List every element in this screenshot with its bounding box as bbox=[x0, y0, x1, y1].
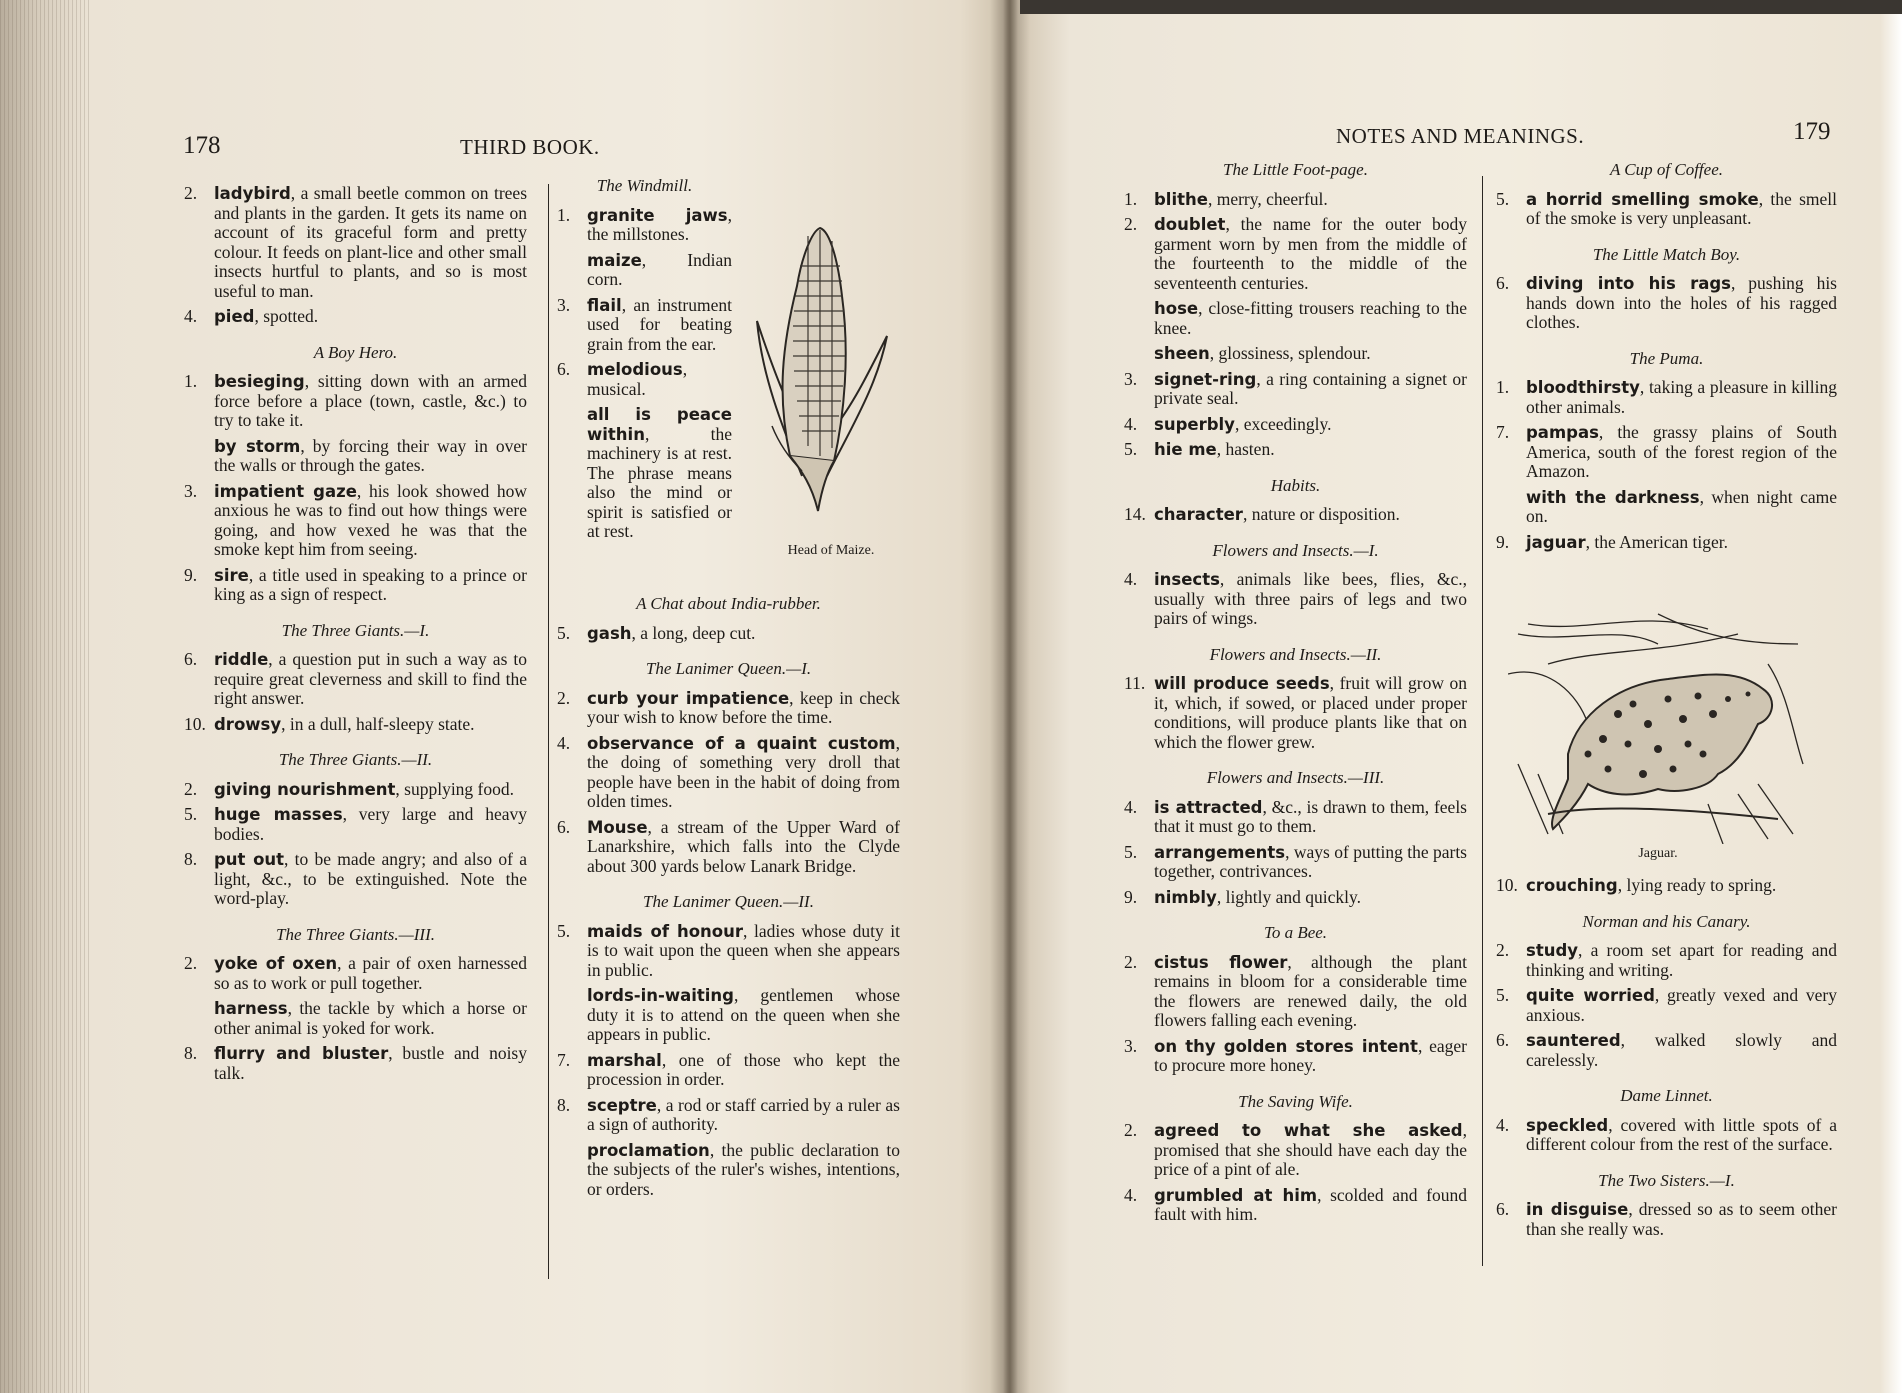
note-entry bbox=[557, 818, 900, 877]
entry-number: 6. bbox=[1496, 273, 1510, 293]
entry-definition: , pushing his hands down into the holes of his ragged clothes. bbox=[1526, 273, 1837, 332]
entry-term: impatient gaze bbox=[214, 481, 357, 501]
entry-number: 3. bbox=[1124, 368, 1138, 389]
note-entry bbox=[1496, 423, 1837, 482]
entry-definition: , musical. bbox=[587, 359, 688, 399]
entry-number: 4. bbox=[1496, 1114, 1510, 1135]
note-entry bbox=[1124, 190, 1467, 210]
entry-term: hie me bbox=[1154, 440, 1217, 459]
entry-number: 5. bbox=[1496, 985, 1510, 1005]
note-entry bbox=[557, 1051, 900, 1090]
note-entry bbox=[557, 360, 732, 399]
entry-definition: , lying ready to spring. bbox=[1617, 875, 1777, 895]
entry-term: giving nourishment bbox=[214, 779, 396, 799]
entry-term: in disguise bbox=[1526, 1200, 1629, 1219]
section-heading: The Lanimer Queen.—I. bbox=[645, 659, 812, 678]
entry-definition: , fruit will grow on it, which, if sowed, or placed under proper conditions, will produce plants like that on which the flower grew. bbox=[1154, 673, 1467, 752]
entry-number: 6. bbox=[184, 649, 198, 669]
entry-definition: , the doing of something very droll that people have been in the habit of doing from olden times. bbox=[587, 732, 900, 811]
entry-definition: , exceedingly. bbox=[1234, 413, 1332, 434]
note-entry bbox=[184, 780, 527, 800]
note-entry bbox=[184, 1044, 527, 1083]
entry-definition: , his look showed how anxious he was to find out how things were going, and how vexed he was that the smoke kept him from seeing. bbox=[214, 480, 527, 559]
note-entry bbox=[1124, 674, 1467, 752]
entry-definition: , to be made angry; and also of a light, &c., to be extinguished. Note the word-play. bbox=[214, 849, 527, 908]
entry-definition: , Indian corn. bbox=[587, 249, 732, 289]
entry-term: insects bbox=[1154, 570, 1220, 589]
entry-number: 5. bbox=[1124, 439, 1138, 459]
entry-number: 6. bbox=[557, 359, 571, 379]
entry-definition: , one of those who kept the procession in order. bbox=[587, 1049, 900, 1089]
note-entry bbox=[1496, 876, 1837, 896]
entry-term: besieging bbox=[214, 372, 305, 391]
note-entry bbox=[557, 1096, 900, 1135]
note-entry bbox=[1124, 888, 1467, 908]
note-entry bbox=[1124, 299, 1467, 338]
entry-term: sceptre bbox=[587, 1095, 657, 1115]
entry-term: pied bbox=[214, 307, 255, 326]
section-heading: The Puma. bbox=[1629, 348, 1704, 368]
entry-number: 6. bbox=[557, 816, 571, 837]
entry-term: will produce seeds bbox=[1154, 674, 1330, 693]
section-heading: The Little Match Boy. bbox=[1592, 244, 1741, 264]
left-column-2-top bbox=[557, 176, 732, 548]
note-entry bbox=[1124, 1121, 1467, 1180]
note-entry bbox=[557, 986, 900, 1045]
entry-term: put out bbox=[214, 850, 285, 869]
entry-definition: , animals like bees, flies, &c., usually with three pairs of legs and two pairs of wings. bbox=[1154, 569, 1467, 628]
right-column-2 bbox=[1496, 876, 1837, 1245]
entry-term: blithe bbox=[1154, 189, 1208, 209]
entry-definition: , when night came on. bbox=[1526, 486, 1838, 526]
note-entry bbox=[1124, 215, 1467, 293]
entry-term: pampas bbox=[1526, 423, 1599, 442]
section-heading: Flowers and Insects.—I. bbox=[1212, 540, 1379, 560]
entry-definition: , ladies whose duty it is to wait upon the queen when she appears in public. bbox=[587, 920, 900, 980]
note-entry bbox=[184, 184, 527, 301]
entry-term: a horrid smelling smoke bbox=[1526, 189, 1759, 209]
note-entry bbox=[1124, 1037, 1467, 1076]
entry-number: 1. bbox=[1496, 377, 1510, 397]
entry-term: granite jaws bbox=[587, 205, 728, 225]
entry-number: 4. bbox=[557, 732, 571, 753]
right-page-number: 179 bbox=[1793, 118, 1831, 145]
section-heading: The Three Giants.—I. bbox=[281, 620, 430, 640]
entry-term: diving into his rags bbox=[1526, 274, 1731, 293]
note-entry bbox=[557, 624, 900, 644]
page-edges bbox=[0, 0, 90, 1393]
note-entry bbox=[1496, 1200, 1837, 1239]
entry-definition: , the machinery is at rest. The phrase means also the mind or spirit is satisfied or at rest. bbox=[587, 423, 732, 541]
entry-number: 4. bbox=[1124, 1184, 1138, 1205]
entry-definition: , covered with little spots of a different colour from the rest of the surface. bbox=[1526, 1114, 1837, 1154]
entry-definition: , scolded and found fault with him. bbox=[1154, 1184, 1467, 1224]
entry-term: flail bbox=[587, 295, 622, 315]
section-heading: Flowers and Insects.—III. bbox=[1206, 768, 1385, 787]
entry-number: 9. bbox=[1124, 886, 1138, 907]
entry-number: 10. bbox=[1496, 875, 1518, 895]
entry-term: arrangements bbox=[1154, 842, 1286, 862]
section-heading: The Little Foot-page. bbox=[1223, 160, 1368, 179]
section-heading: Flowers and Insects.—II. bbox=[1209, 644, 1382, 664]
section-heading: The Saving Wife. bbox=[1238, 1091, 1353, 1111]
entry-number: 2. bbox=[184, 953, 198, 973]
note-entry bbox=[1496, 533, 1837, 553]
entry-number: 4. bbox=[1124, 413, 1138, 434]
entry-term: by storm bbox=[214, 436, 301, 456]
entry-term: maize bbox=[587, 250, 642, 270]
maize-illustration bbox=[742, 226, 902, 516]
entry-definition: , although the plant remains in bloom for a considerable time the flowers are renewed daily, the old flowers falling each evening. bbox=[1154, 951, 1467, 1030]
entry-number: 3. bbox=[1124, 1035, 1138, 1056]
entry-number: 5. bbox=[557, 920, 571, 941]
entry-definition: , the name for the outer body garment worn by men from the middle of the fourteenth to the middle of the seventeenth centuries. bbox=[1154, 214, 1467, 293]
entry-term: character bbox=[1154, 505, 1243, 524]
entry-number: 3. bbox=[184, 480, 198, 501]
entry-term: grumbled at him bbox=[1154, 1185, 1318, 1205]
entry-term: nimbly bbox=[1154, 887, 1217, 907]
entry-number: 8. bbox=[557, 1094, 571, 1115]
entry-definition: , the American tiger. bbox=[1585, 531, 1729, 552]
entry-definition: , sitting down with an armed force before a place (town, castle, &c.) to try to take it. bbox=[214, 371, 527, 430]
note-entry bbox=[557, 296, 732, 355]
section-heading: Habits. bbox=[1270, 475, 1321, 495]
entry-term: signet-ring bbox=[1154, 369, 1257, 389]
section-heading: The Lanimer Queen.—II. bbox=[643, 892, 814, 911]
entry-definition: , the millstones. bbox=[587, 204, 732, 244]
cover-edge bbox=[1020, 0, 1902, 14]
right-column-1 bbox=[1124, 160, 1467, 1231]
entry-term: cistus flower bbox=[1154, 952, 1288, 972]
entry-number: 1. bbox=[557, 204, 571, 225]
entry-definition: , &c., is drawn to them, feels that it must go to them. bbox=[1154, 796, 1467, 836]
note-entry bbox=[557, 1141, 900, 1200]
note-entry bbox=[184, 566, 527, 605]
entry-number: 8. bbox=[184, 1043, 198, 1063]
entry-definition: , by forcing their way in over the walls or through the gates. bbox=[214, 435, 528, 475]
entry-definition: , close-fitting trousers reaching to the knee. bbox=[1154, 298, 1467, 338]
entry-definition: , a rod or staff carried by a ruler as a sign of authority. bbox=[587, 1094, 900, 1134]
note-entry bbox=[1496, 378, 1837, 417]
entry-definition: , dressed so as to seem other than she really was. bbox=[1526, 1199, 1837, 1239]
book-gutter bbox=[990, 0, 1030, 1393]
entry-number: 7. bbox=[557, 1049, 571, 1070]
entry-number: 2. bbox=[1124, 1120, 1138, 1140]
entry-definition: , an instrument used for beating grain from the ear. bbox=[587, 294, 732, 354]
entry-definition: , supplying food. bbox=[395, 778, 515, 799]
section-heading: Norman and his Canary. bbox=[1582, 911, 1751, 931]
entry-definition: , merry, cheerful. bbox=[1207, 188, 1328, 209]
note-entry bbox=[1124, 370, 1467, 409]
section-heading: The Two Sisters.—I. bbox=[1598, 1170, 1735, 1190]
entry-definition: , lightly and quickly. bbox=[1216, 886, 1362, 907]
entry-number: 2. bbox=[184, 183, 198, 203]
entry-definition: , a long, deep cut. bbox=[631, 622, 756, 643]
entry-term: bloodthirsty bbox=[1526, 378, 1640, 397]
entry-term: hose bbox=[1154, 299, 1199, 318]
left-column-1 bbox=[184, 184, 527, 1089]
entry-term: lords-in-waiting bbox=[587, 986, 734, 1005]
entry-term: ladybird bbox=[214, 184, 291, 203]
entry-definition: , the smell of the smoke is very unpleasant. bbox=[1526, 188, 1837, 228]
entry-number: 7. bbox=[1496, 422, 1510, 442]
note-entry bbox=[1496, 1116, 1837, 1155]
note-entry bbox=[1124, 440, 1467, 460]
note-entry bbox=[557, 405, 732, 542]
note-entry bbox=[557, 206, 732, 245]
entry-term: quite worried bbox=[1526, 986, 1655, 1005]
entry-term: agreed to what she asked bbox=[1154, 1121, 1463, 1140]
entry-definition: , a small beetle common on trees and plants in the garden. It gets its name on account of its graceful form and pretty colour. It feeds on plant-lice and other small insects hurtful to plants, and so is most useful to man. bbox=[214, 183, 527, 301]
entry-number: 5. bbox=[1496, 188, 1510, 209]
entry-number: 2. bbox=[184, 778, 198, 799]
entry-definition: , a question put in such a way as to require great cleverness and skill to find the right answer. bbox=[214, 649, 527, 708]
note-entry bbox=[1496, 274, 1837, 333]
column-rule-right bbox=[1482, 176, 1483, 1266]
note-entry bbox=[184, 715, 527, 735]
entry-definition: , walked slowly and carelessly. bbox=[1526, 1030, 1837, 1070]
note-entry bbox=[557, 251, 732, 290]
entry-term: sire bbox=[214, 565, 249, 585]
entry-definition: , keep in check your wish to know before the time. bbox=[587, 687, 901, 727]
entry-definition: , the tackle by which a horse or other animal is yoked for work. bbox=[214, 998, 527, 1038]
entry-number: 2. bbox=[557, 687, 571, 708]
note-entry bbox=[184, 650, 527, 709]
section-heading: A Chat about India-rubber. bbox=[636, 594, 821, 613]
entry-number: 4. bbox=[184, 306, 198, 326]
section-heading: A Cup of Coffee. bbox=[1609, 160, 1723, 179]
note-entry bbox=[184, 954, 527, 993]
entry-number: 10. bbox=[184, 713, 206, 734]
left-column-2 bbox=[557, 594, 900, 1205]
entry-definition: , nature or disposition. bbox=[1242, 504, 1400, 524]
entry-term: huge masses bbox=[214, 805, 343, 824]
section-heading: Dame Linnet. bbox=[1620, 1086, 1713, 1105]
entry-term: Mouse bbox=[587, 817, 648, 837]
note-entry bbox=[184, 372, 527, 431]
entry-definition: , spotted. bbox=[254, 306, 319, 326]
entry-number: 2. bbox=[1496, 940, 1510, 960]
entry-number: 2. bbox=[1124, 951, 1138, 972]
entry-definition: , a stream of the Upper Ward of Lanarkshire, which falls into the Clyde about 300 yards below Lanark Bridge. bbox=[587, 816, 900, 876]
entry-number: 5. bbox=[184, 804, 198, 824]
section-heading: The Three Giants.—III. bbox=[276, 924, 435, 944]
note-entry bbox=[1124, 843, 1467, 882]
note-entry bbox=[184, 850, 527, 909]
entry-term: riddle bbox=[214, 650, 269, 669]
note-entry bbox=[184, 307, 527, 327]
note-entry bbox=[557, 689, 900, 728]
jaguar-illustration bbox=[1508, 604, 1808, 844]
entry-number: 1. bbox=[1124, 188, 1138, 209]
entry-number: 8. bbox=[184, 849, 198, 869]
entry-term: proclamation bbox=[587, 1140, 710, 1160]
section-heading: The Three Giants.—II. bbox=[278, 750, 433, 769]
entry-term: flurry and bluster bbox=[214, 1044, 389, 1063]
entry-definition: , bustle and noisy talk. bbox=[214, 1043, 527, 1083]
entry-term: study bbox=[1526, 941, 1579, 960]
note-entry bbox=[1496, 941, 1837, 980]
note-entry bbox=[1496, 190, 1837, 229]
entry-term: superbly bbox=[1154, 414, 1235, 434]
section-heading: The Windmill. bbox=[596, 176, 693, 195]
entry-term: observance of a quaint custom bbox=[587, 733, 896, 753]
entry-term: crouching bbox=[1526, 876, 1618, 895]
jaguar-caption: Jaguar. bbox=[1638, 846, 1678, 861]
note-entry bbox=[184, 437, 527, 476]
entry-term: drowsy bbox=[214, 714, 282, 734]
entry-term: with the darkness bbox=[1526, 487, 1700, 507]
entry-term: harness bbox=[214, 999, 288, 1018]
right-running-head: NOTES AND MEANINGS. bbox=[1336, 124, 1585, 148]
entry-definition: , a ring containing a signet or private seal. bbox=[1154, 368, 1467, 408]
entry-number: 5. bbox=[557, 622, 571, 643]
entry-definition: , eager to procure more honey. bbox=[1154, 1035, 1467, 1075]
note-entry bbox=[184, 999, 527, 1038]
section-heading: A Boy Hero. bbox=[313, 342, 398, 362]
entry-number: 3. bbox=[557, 294, 571, 315]
note-entry bbox=[184, 805, 527, 844]
left-running-head: THIRD BOOK. bbox=[460, 135, 600, 159]
note-entry bbox=[184, 482, 527, 560]
entry-term: jaguar bbox=[1526, 532, 1586, 552]
entry-term: melodious bbox=[587, 360, 683, 379]
note-entry bbox=[1124, 344, 1467, 364]
note-entry bbox=[557, 734, 900, 812]
entry-definition: , ways of putting the parts together, contrivances. bbox=[1154, 841, 1467, 881]
entry-definition: , the grassy plains of South America, south of the forest region of the Amazon. bbox=[1526, 422, 1837, 481]
entry-definition: , very large and heavy bodies. bbox=[214, 804, 527, 844]
entry-term: on thy golden stores intent bbox=[1154, 1036, 1418, 1056]
entry-term: all is peace within bbox=[587, 405, 732, 444]
entry-definition: , a pair of oxen harnessed so as to work or pull together. bbox=[214, 953, 528, 993]
note-entry bbox=[1496, 488, 1837, 527]
entry-definition: , a room set apart for reading and thinking and writing. bbox=[1526, 940, 1837, 980]
entry-definition: , the public declaration to the subjects of the ruler's wishes, intentions, or orders. bbox=[587, 1139, 900, 1199]
note-entry bbox=[1124, 953, 1467, 1031]
entry-term: speckled bbox=[1526, 1115, 1609, 1135]
entry-number: 4. bbox=[1124, 569, 1138, 589]
entry-term: gash bbox=[587, 623, 632, 643]
entry-number: 11. bbox=[1124, 673, 1146, 693]
entry-number: 6. bbox=[1496, 1199, 1510, 1219]
entry-term: marshal bbox=[587, 1050, 662, 1070]
note-entry bbox=[1496, 1031, 1837, 1070]
right-column-2-top bbox=[1496, 160, 1837, 558]
entry-number: 1. bbox=[184, 371, 198, 391]
entry-number: 14. bbox=[1124, 504, 1146, 524]
entry-term: sauntered bbox=[1526, 1031, 1621, 1050]
note-entry bbox=[1124, 570, 1467, 629]
note-entry bbox=[1496, 986, 1837, 1025]
entry-definition: , glossiness, splendour. bbox=[1209, 343, 1371, 363]
entry-definition: , greatly vexed and very anxious. bbox=[1526, 985, 1838, 1025]
entry-number: 9. bbox=[1496, 531, 1510, 552]
entry-definition: , hasten. bbox=[1216, 439, 1275, 459]
entry-term: doublet bbox=[1154, 215, 1226, 234]
entry-number: 4. bbox=[1124, 796, 1138, 817]
entry-term: sheen bbox=[1154, 344, 1210, 363]
entry-definition: , promised that she should have each day the price of a pint of ale. bbox=[1154, 1120, 1467, 1179]
note-entry bbox=[1124, 505, 1467, 525]
entry-number: 9. bbox=[184, 564, 198, 585]
entry-number: 2. bbox=[1124, 214, 1138, 234]
note-entry bbox=[1124, 798, 1467, 837]
entry-number: 5. bbox=[1124, 841, 1138, 862]
entry-term: yoke of oxen bbox=[214, 954, 338, 973]
column-rule bbox=[548, 184, 549, 1279]
section-heading: To a Bee. bbox=[1263, 923, 1328, 942]
maize-caption: Head of Maize. bbox=[787, 543, 875, 558]
note-entry bbox=[557, 922, 900, 981]
entry-definition: , a title used in speaking to a prince or king as a sign of respect. bbox=[214, 564, 527, 604]
entry-term: maids of honour bbox=[587, 921, 744, 941]
note-entry bbox=[1124, 415, 1467, 435]
entry-definition: , gentlemen whose duty it is to attend on the queen when she appears in public. bbox=[587, 985, 900, 1044]
entry-number: 6. bbox=[1496, 1030, 1510, 1050]
entry-definition: , in a dull, half-sleepy state. bbox=[281, 713, 475, 734]
entry-term: curb your impatience bbox=[587, 688, 790, 708]
note-entry bbox=[1124, 1186, 1467, 1225]
entry-term: is attracted bbox=[1154, 797, 1263, 817]
left-page-number: 178 bbox=[183, 132, 221, 159]
entry-definition: , taking a pleasure in killing other animals. bbox=[1526, 377, 1837, 417]
